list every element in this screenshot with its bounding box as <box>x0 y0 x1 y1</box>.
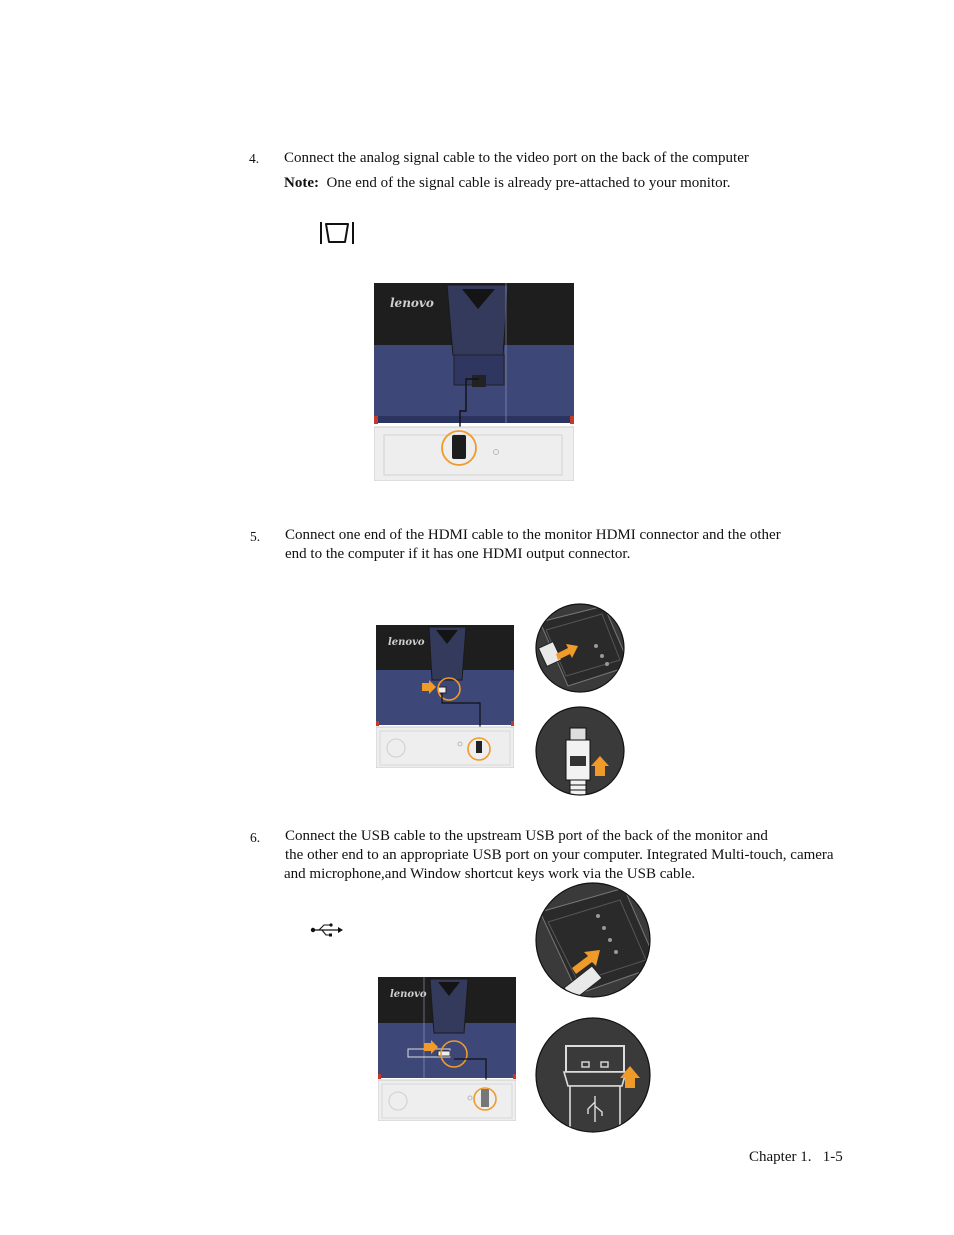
usb-port-closeup <box>534 882 652 998</box>
step-6-text-line-1: Connect the USB cable to the upstream USB port of the back of the monitor and <box>285 828 768 844</box>
brand-logo: lenovo <box>390 296 434 310</box>
brand-logo: lenovo <box>390 989 427 1000</box>
step-4-note <box>284 174 731 193</box>
hdmi-port-closeup <box>534 602 626 694</box>
step-5-number: 5. <box>250 529 261 544</box>
page-footer: Chapter 1. 1-5 <box>749 1149 843 1165</box>
step-6-text-line-2: the other end to an appropriate USB port on your computer. Integrated Multi-touch, camera <box>285 847 834 863</box>
hdmi-cable-figure <box>376 625 514 768</box>
note-label: Note: <box>284 175 319 191</box>
step-6-number: 6. <box>250 830 261 845</box>
step-6-text-line-3: and microphone,and Window shortcut keys work via the USB cable. <box>284 866 696 882</box>
analog-cable-figure <box>374 283 574 481</box>
step-4-text: Connect the analog signal cable to the video port on the back of the computer <box>284 150 749 166</box>
usb-connector-closeup <box>534 1016 652 1134</box>
brand-logo: lenovo <box>388 637 425 648</box>
usb-icon <box>310 922 344 938</box>
step-4-number: 4. <box>249 151 260 166</box>
note-text: One end of the signal cable is already pre-attached to your monitor. <box>326 175 731 191</box>
hdmi-connector-closeup <box>534 706 626 796</box>
usb-cable-figure <box>378 977 516 1121</box>
vga-port-icon <box>318 220 356 246</box>
step-5-text-line-1: Connect one end of the HDMI cable to the monitor HDMI connector and the other <box>285 527 781 543</box>
step-5-text-line-2: end to the computer if it has one HDMI output connector. <box>285 546 631 562</box>
